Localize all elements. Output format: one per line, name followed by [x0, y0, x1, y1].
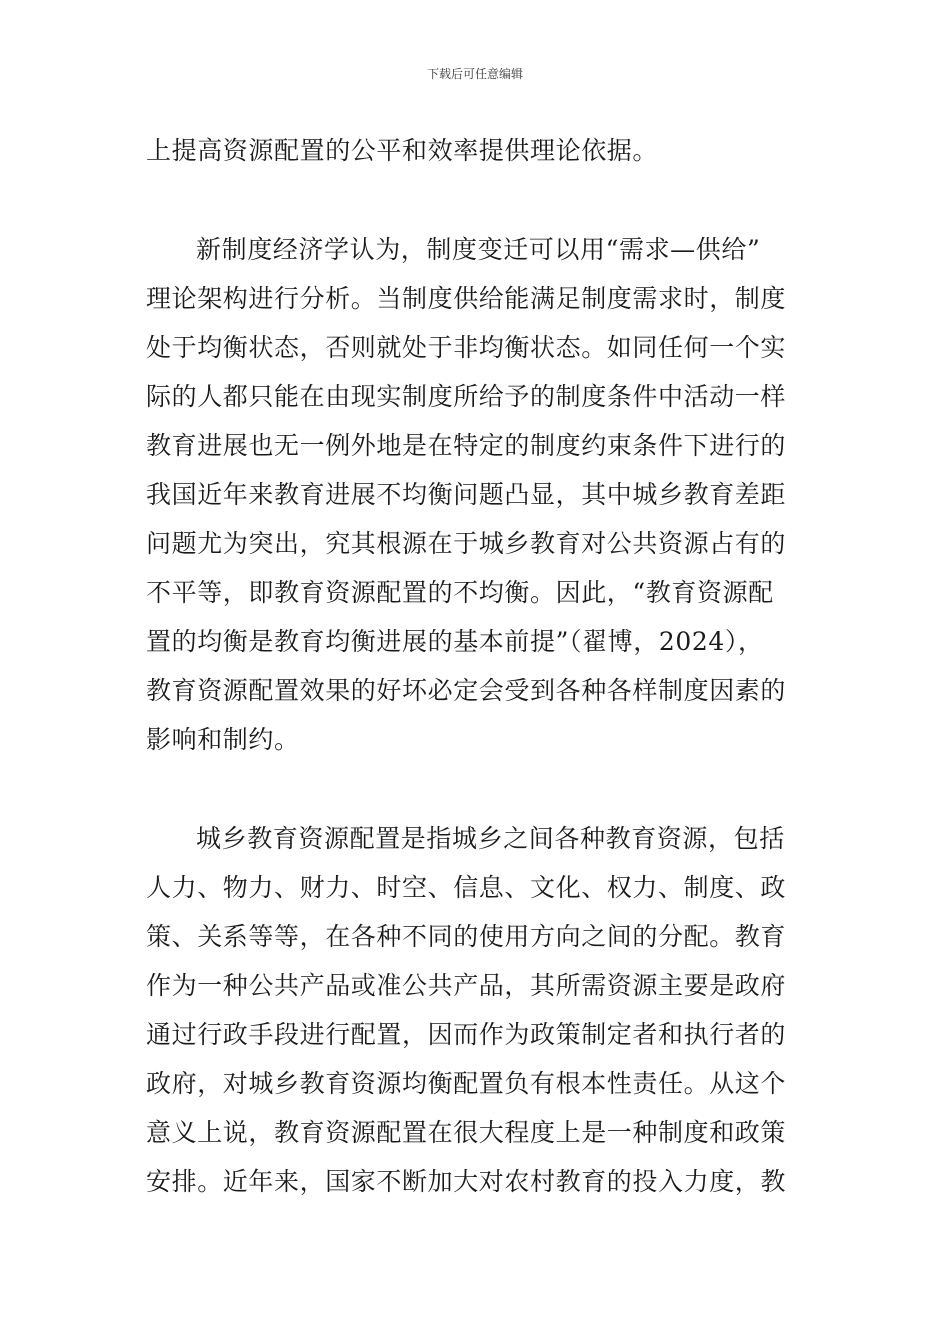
text-line: 理论架构进行分析。当制度供给能满足制度需求时，制度	[146, 284, 787, 313]
text-line: 上提高资源配置的公平和效率提供理论依据。	[146, 136, 659, 165]
text-line: 际的人都只能在由现实制度所给予的制度条件中活动一样	[146, 382, 787, 411]
text-line: 影响和制约。	[146, 725, 300, 754]
text-line: 处于均衡状态，否则就处于非均衡状态。如同任何一个实	[146, 333, 787, 362]
text-line: 政府，对城乡教育资源均衡配置负有根本性责任。从这个	[146, 1069, 787, 1098]
page-header: 下载后可任意编辑	[426, 67, 523, 81]
text-line: 我国近年来教育进展不均衡问题凸显，其中城乡教育差距	[146, 480, 787, 509]
paragraph	[146, 814, 806, 1206]
text-line: 问题尤为突出，究其根源在于城乡教育对公共资源占有的	[146, 529, 787, 558]
paragraph-gap	[146, 764, 806, 814]
text-line: 人力、物力、财力、时空、信息、文化、权力、制度、政	[146, 873, 787, 902]
text-line: 新制度经济学认为，制度变迁可以用“需求—供给”	[196, 235, 761, 264]
text-line: 意义上说，教育资源配置在很大程度上是一种制度和政策	[146, 1118, 787, 1147]
text-line: 安排。近年来，国家不断加大对农村教育的投入力度，教	[146, 1167, 787, 1196]
paragraph	[146, 225, 806, 764]
paragraph-gap	[146, 175, 806, 225]
text-line: 教育资源配置效果的好坏必定会受到各种各样制度因素的	[146, 676, 787, 705]
text-line: 不平等，即教育资源配置的不均衡。因此，“教育资源配	[146, 578, 774, 607]
text-line: 通过行政手段进行配置，因而作为政策制定者和执行者的	[146, 1020, 787, 1049]
paragraph	[146, 126, 806, 175]
text-line: 置的均衡是教育均衡进展的基本前提”（翟博，2024），	[146, 627, 764, 656]
text-line: 城乡教育资源配置是指城乡之间各种教育资源，包括	[196, 824, 785, 853]
document-body	[146, 126, 806, 1206]
text-line: 作为一种公共产品或准公共产品，其所需资源主要是政府	[146, 971, 787, 1000]
text-line: 策、关系等等，在各种不同的使用方向之间的分配。教育	[146, 922, 787, 951]
text-line: 教育进展也无一例外地是在特定的制度约束条件下进行的	[146, 431, 787, 460]
